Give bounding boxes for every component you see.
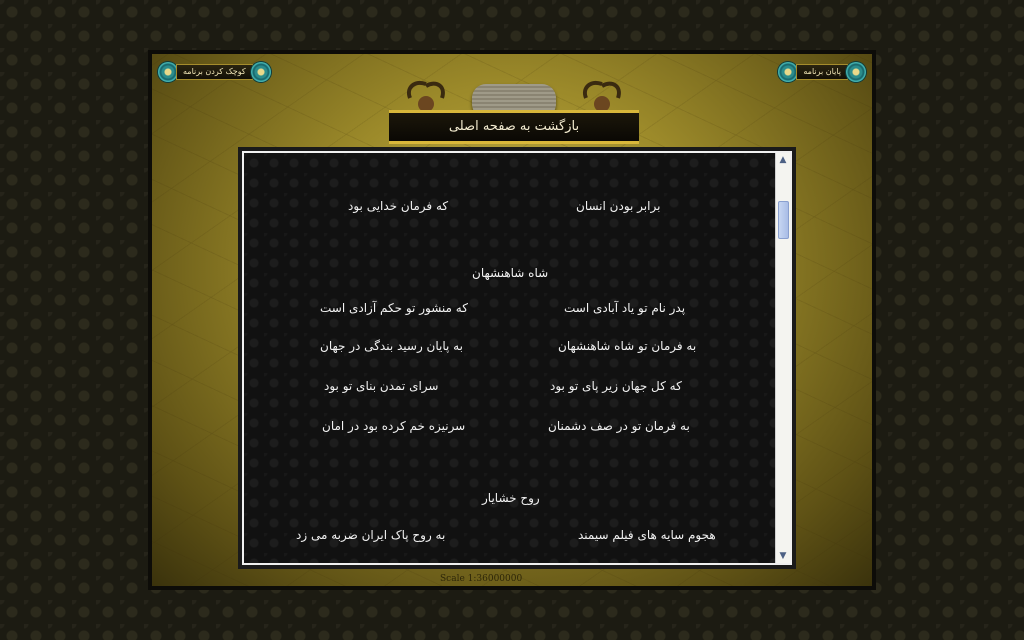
poem-line: برابر بودن انسان — [576, 199, 661, 213]
poem-line: به فرمان تو در صف دشمنان — [548, 419, 690, 433]
app-window — [148, 50, 876, 590]
poem-panel — [242, 151, 792, 565]
rosette-icon — [251, 62, 271, 82]
poem-text-area[interactable] — [244, 153, 776, 563]
back-to-home-button[interactable]: بازگشت به صفحه اصلی — [389, 110, 639, 144]
rosette-icon — [158, 62, 178, 82]
poem-line: به روح پاک ایران ضربه می زد — [296, 528, 446, 542]
section-title: روح خشایار — [482, 491, 540, 505]
exit-app-label: پایان برنامه — [796, 64, 848, 80]
scroll-down-icon[interactable]: ▼ — [779, 551, 787, 561]
poem-line: که منشور تو حکم آزادی است — [320, 301, 468, 315]
map-scale-label: Scale 1:36000000 — [440, 574, 523, 584]
vertical-scrollbar[interactable] — [775, 153, 790, 563]
rosette-icon — [778, 62, 798, 82]
poem-line: هجوم سایه های فیلم سیمند — [578, 528, 716, 542]
poem-line: که فرمان خدایی بود — [348, 199, 449, 213]
poem-line: که کل جهان زیر پای تو بود — [550, 379, 682, 393]
rosette-icon — [846, 62, 866, 82]
poem-line: به فرمان تو شاه شاهنشهان — [558, 339, 697, 353]
section-title: شاه شاهنشهان — [472, 266, 549, 280]
minimize-app-button[interactable] — [158, 62, 271, 82]
poem-line: به پایان رسید بندگی در جهان — [320, 339, 463, 353]
poem-line: پدر نام تو یاد آبادی است — [564, 301, 686, 315]
exit-app-button[interactable] — [778, 62, 866, 82]
minimize-app-label: کوچک کردن برنامه — [176, 64, 253, 80]
poem-line: سرای تمدن بنای تو بود — [324, 379, 439, 393]
scroll-up-icon[interactable]: ▲ — [779, 155, 787, 165]
scrollbar-thumb[interactable] — [778, 201, 789, 239]
poem-line: سرنیزه خم کرده بود در امان — [322, 419, 466, 433]
